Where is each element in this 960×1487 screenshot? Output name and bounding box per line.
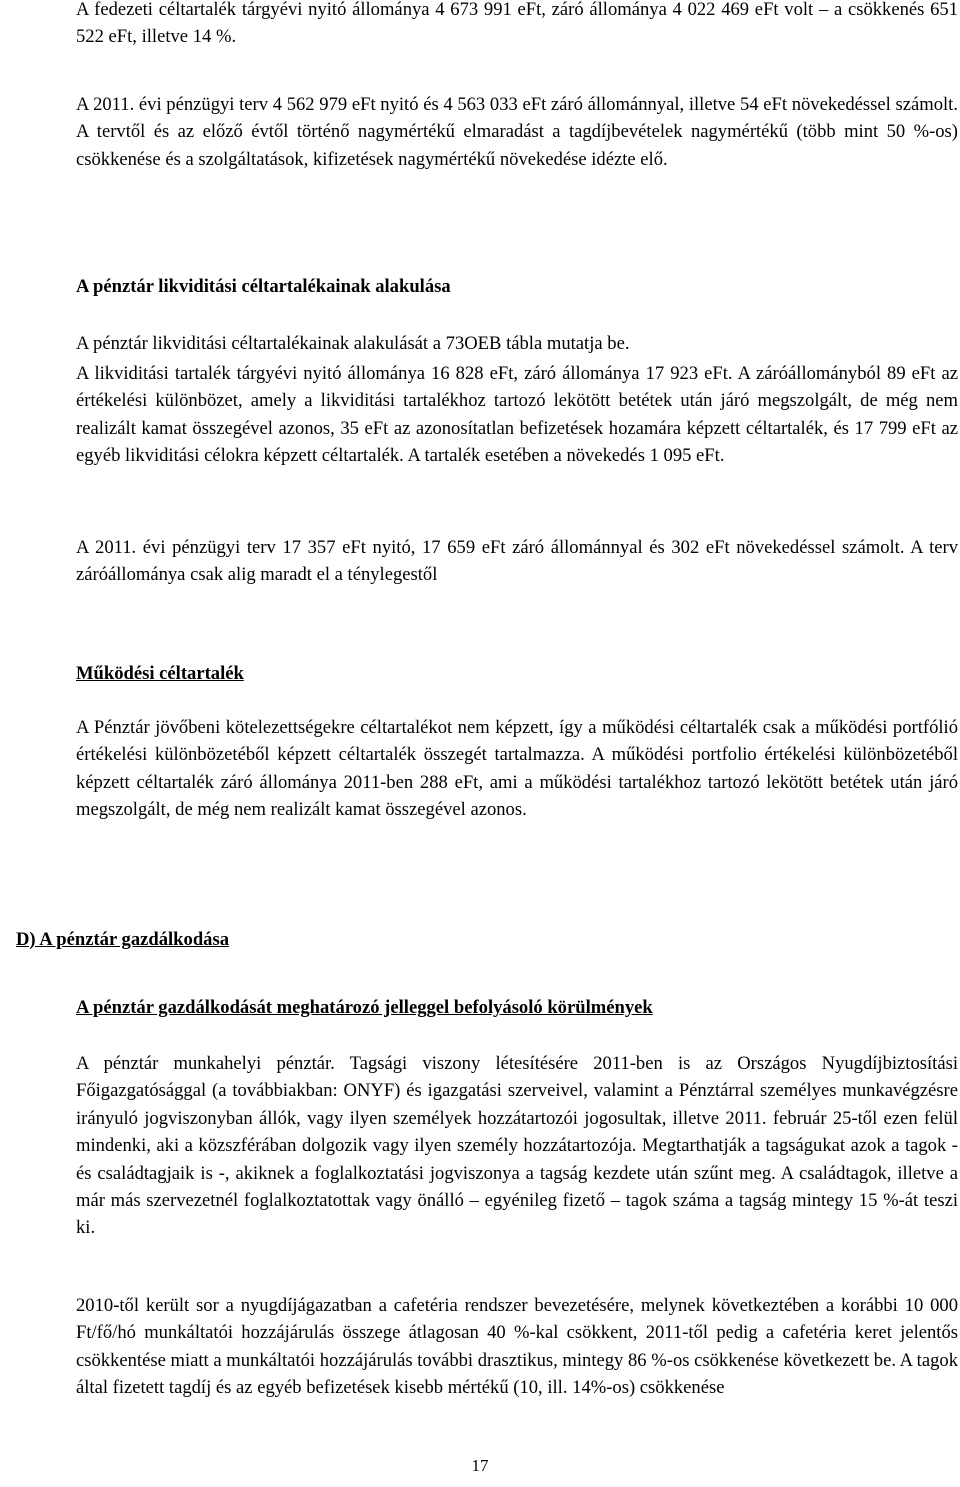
heading-liquidity-reserves: A pénztár likviditási céltartalékainak alakulása	[76, 276, 451, 297]
paragraph-financial-plan: A 2011. évi pénzügyi terv 4 562 979 eFt nyitó és 4 563 033 eFt záró állománnyal, illetve 54 eFt növekedéssel számolt. A tervtől és az előző évtől történő nagymértékű elmaradást a tagdíjbevételek nagymértékű (több mint 50 %-os) csökkenése és a szolgáltatások, kifizetések nagymértékű növekedése idézte elő.	[76, 94, 958, 170]
paragraph-hedging-reserve: A fedezeti céltartalék tárgyévi nyitó állománya 4 673 991 eFt, záró állománya 4 022 469 eFt volt – a csökkenés 651 522 eFt, illetve 14 %.	[76, 0, 958, 48]
paragraph-operating-reserve: A Pénztár jövőbeni kötelezettségekre céltartalékot nem képzett, így a működési céltartalék csak a működési portfólió értékelési különbözetéből képzett céltartalék összegét tartalmazza. A működési portfolio értékelési különbözetéből képzett céltartalék záró állománya 2011-ben 288 eFt, ami a működési tartalékhoz tartozó lekötött betétek után járó megszolgált, de még nem realizált kamat összegével azonos.	[76, 717, 958, 821]
paragraph-liquidity-plan: A 2011. évi pénzügyi terv 17 357 eFt nyitó, 17 659 eFt záró állománnyal és 302 eFt növekedéssel számolt. A terv záróállománya csak alig maradt el a ténylegestől	[76, 537, 958, 586]
heading-management-circumstances: A pénztár gazdálkodását meghatározó jelleggel befolyásoló körülmények	[76, 997, 653, 1018]
paragraph-cafeteria-system: 2010-től került sor a nyugdíjágazatban a cafetéria rendszer bevezetésére, melynek következtében a korábbi 10 000 Ft/fő/hó munkáltatói hozzájárulás összege átlagosan 40 %-kal csökkent, 2011-től pedig a cafetéria keret jelentős csökkentése miatt a munkáltatói hozzájárulás további drasztikus, mintegy 86 %-os csökkenése következett be. A tagok által fizetett tagdíj és az egyéb befizetések kisebb mértékű (10, ill. 14%-os) csökkenése	[76, 1295, 958, 1399]
page-number: 17	[471, 1456, 489, 1475]
heading-operating-reserve: Működési céltartalék	[76, 663, 244, 684]
heading-section-d: D) A pénztár gazdálkodása	[16, 929, 229, 950]
paragraph-liquidity-table-ref: A pénztár likviditási céltartalékainak alakulását a 73OEB tábla mutatja be.	[76, 333, 630, 354]
paragraph-workplace-fund: A pénztár munkahelyi pénztár. Tagsági viszony létesítésére 2011-ben is az Országos Nyugdíjbiztosítási Főigazgatósággal (a továbbiakban: ONYF) és igazgatási szerveivel, valamint a Pénztárral személyes munkavégzésre irányuló jogviszonyban állók, vagy ilyen személyek hozzátartozói jogosultak, illetve 2011. február 25-től ezen felül mindenki, aki a közszférában dolgozik vagy ilyen személy hozzátartozója. Megtarthatják a tagságukat azok a tagok - és családtagjaik is -, akiknek a foglalkoztatási jogviszonya a tagság kezdete után szűnt meg. A családtagok, illetve a már más szervezetnél foglalkoztatottak vagy önálló – egyénileg fizető – tagok száma a tagság mintegy 15 %-át teszi ki.	[76, 1053, 958, 1239]
paragraph-liquidity-reserve: A likviditási tartalék tárgyévi nyitó állománya 16 828 eFt, záró állománya 17 923 eFt. A záróállományból 89 eFt az értékelési különbözet, amely a likviditási tartalékhoz tartozó lekötött betétek után járó megszolgált, de még nem realizált kamat összegével azonos, 35 eFt az azonosítatlan befizetések hozamára képzett céltartalék, és 17 799 eFt az egyéb likviditási célokra képzett céltartalék. A tartalék esetében a növekedés 1 095 eFt.	[76, 363, 958, 467]
